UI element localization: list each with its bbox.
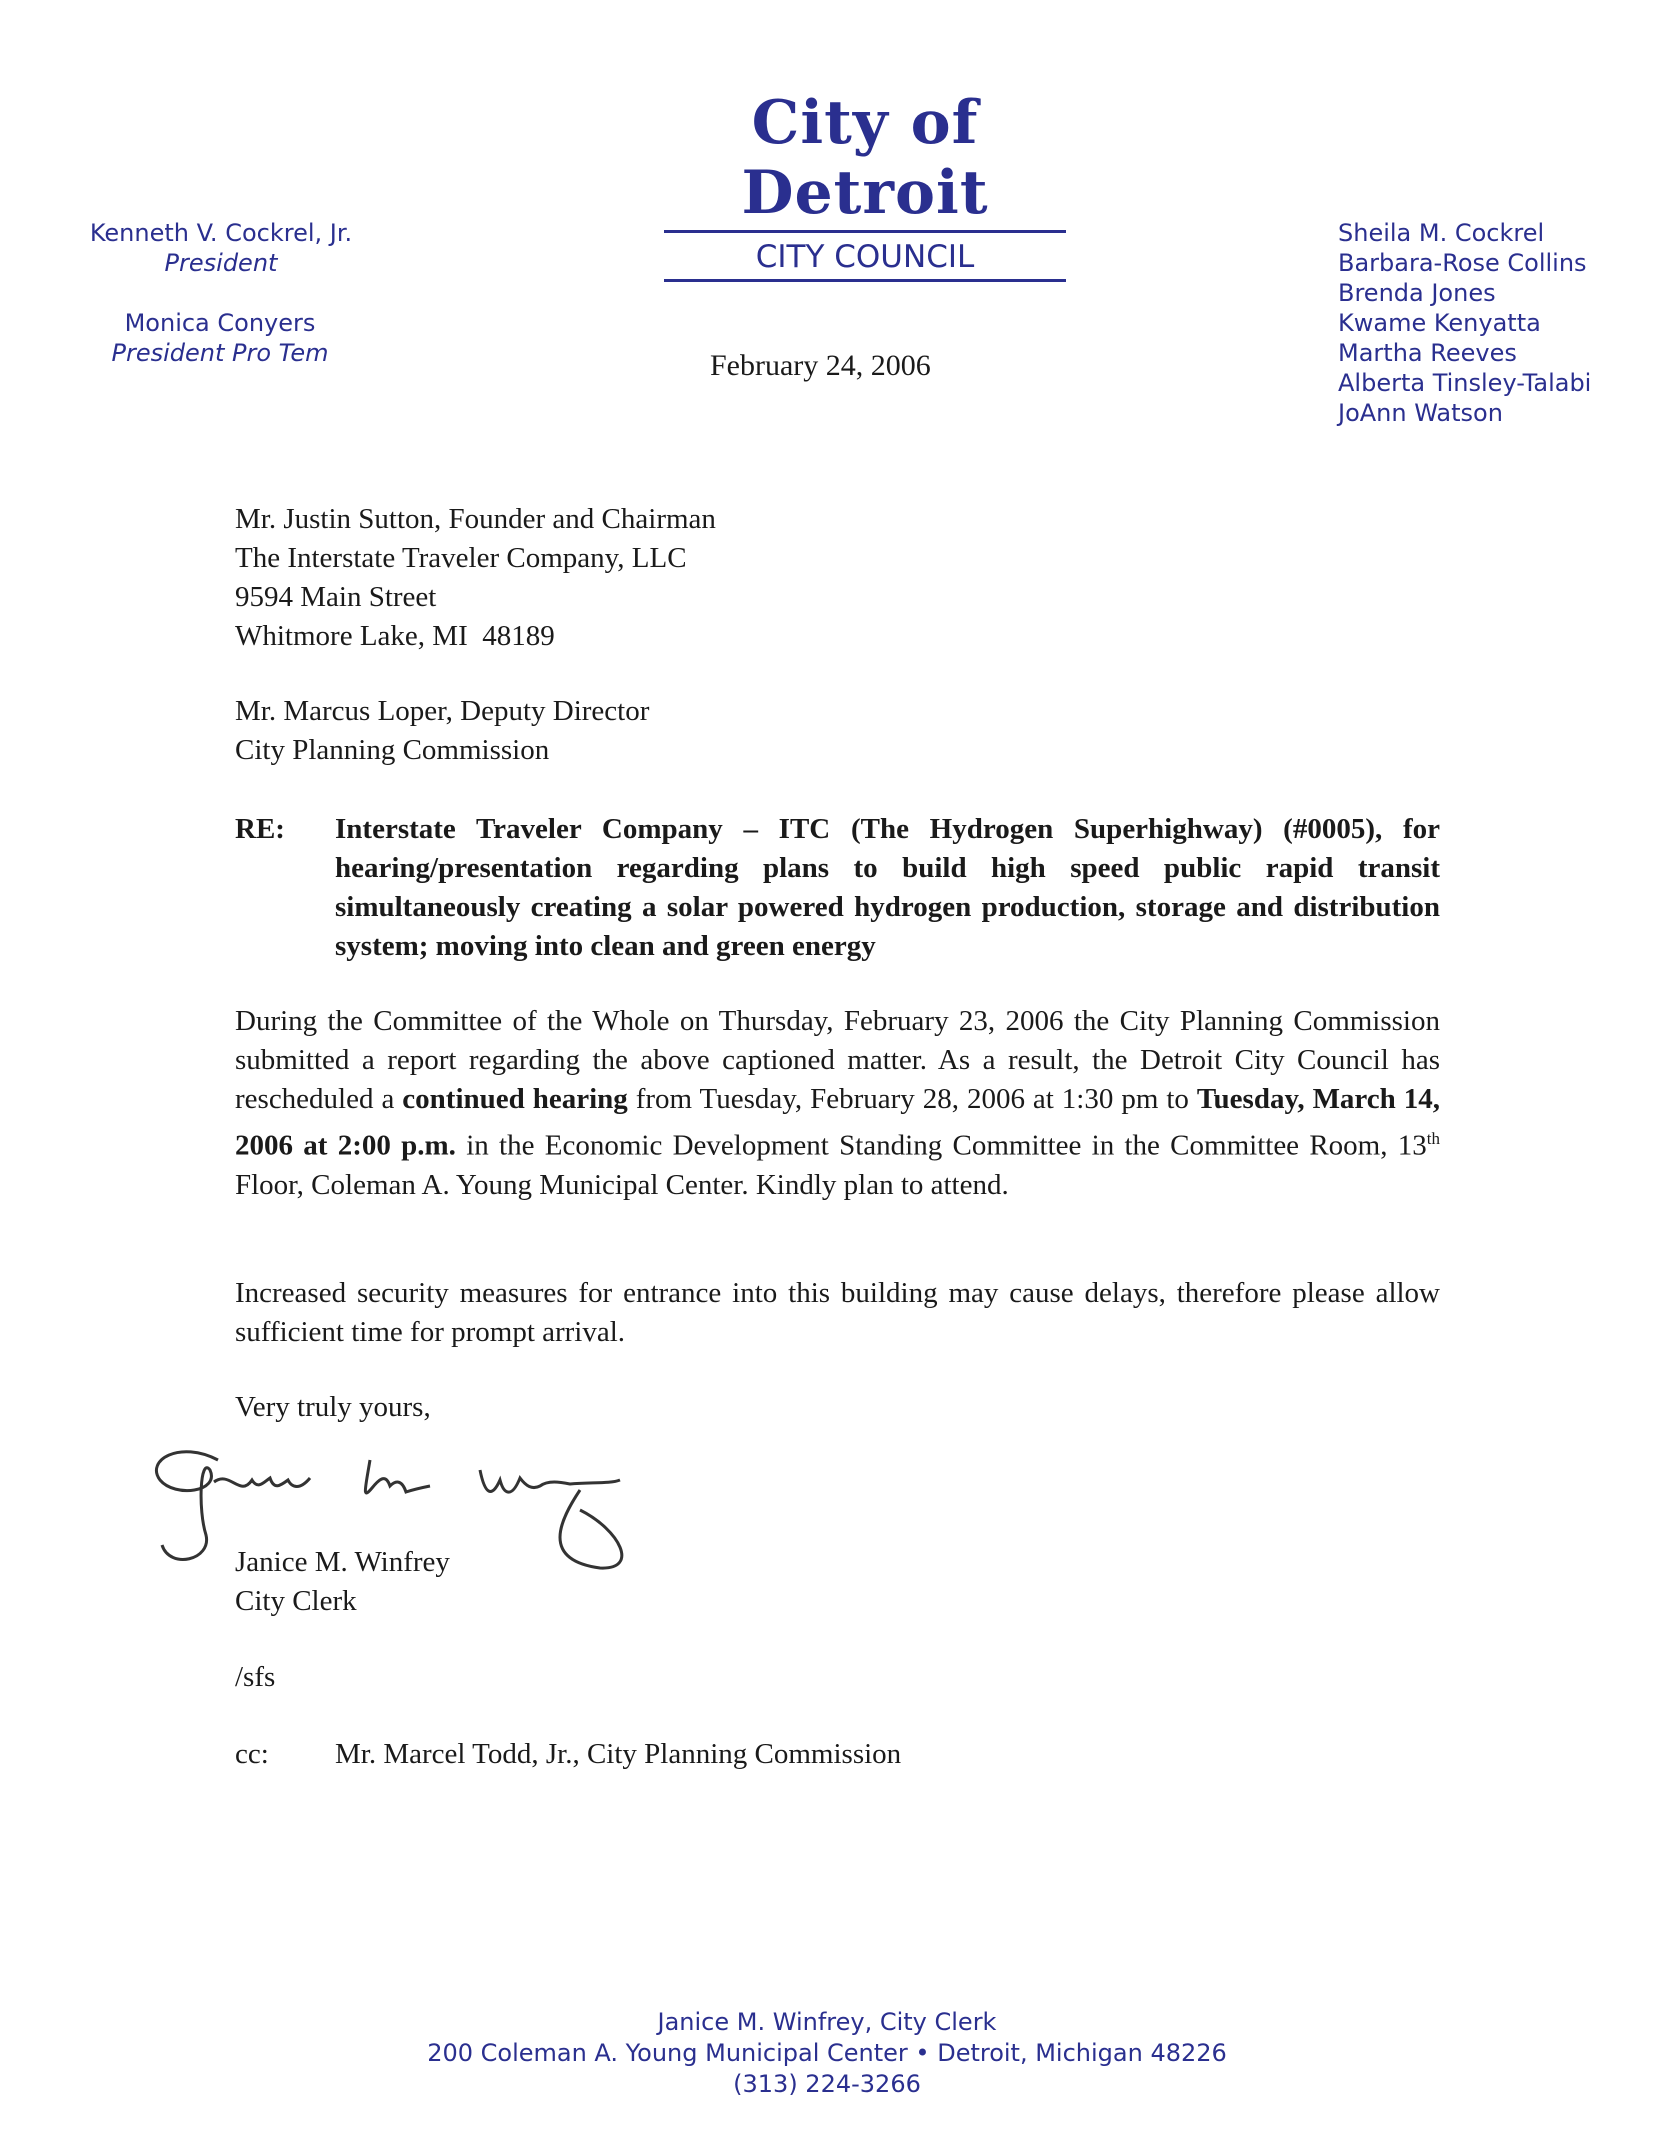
council-members — [1338, 218, 1638, 428]
body-paragraph-2: Increased security measures for entrance into this building may cause delays, therefore please allow sufficient time for prompt arrival. — [235, 1277, 1440, 1348]
address-line: The Interstate Traveler Company, LLC — [235, 542, 687, 574]
letterhead-rule-bottom — [664, 279, 1066, 282]
recipient-address-2 — [235, 692, 649, 770]
member-name: Brenda Jones — [1338, 279, 1496, 307]
president-block — [80, 218, 362, 278]
ordinal-superscript: th — [1426, 1129, 1440, 1148]
pro-tem-title: President Pro Tem — [111, 339, 329, 367]
footer-line-2: 200 Coleman A. Young Municipal Center • Detroit, Michigan 48226 — [427, 2039, 1227, 2067]
president-title: President — [164, 249, 278, 277]
body-paragraph-1 — [235, 1002, 1440, 1205]
body-text: in the Economic Development Standing Committee in the Committee Room, 13 — [455, 1129, 1427, 1162]
body-text: During the Committee of the Whole on Thursday, February 23, 2006 the City Planning Commission submitted a report regarding the above captioned matter. As a result, the Detroit City Council has rescheduled a — [235, 1005, 1440, 1115]
letterhead-rule-top — [664, 230, 1066, 233]
body-bold-text: continued hearing — [402, 1083, 628, 1115]
member-name: Alberta Tinsley-Talabi — [1338, 369, 1592, 397]
letterhead — [664, 88, 1066, 282]
signer-name: Janice M. Winfrey — [235, 1546, 450, 1578]
address-line: Mr. Justin Sutton, Founder and Chairman — [235, 503, 716, 535]
letter-date: February 24, 2006 — [710, 349, 931, 382]
signer-title: City Clerk — [235, 1585, 357, 1617]
president-name: Kenneth V. Cockrel, Jr. — [89, 219, 353, 247]
address-line: Whitmore Lake, MI 48189 — [235, 620, 555, 652]
pro-tem-block — [80, 308, 360, 368]
letterhead-subtitle: CITY COUNCIL — [755, 239, 975, 275]
address-line: 9594 Main Street — [235, 581, 437, 613]
subject-line — [235, 810, 1440, 966]
subject-label: RE: — [235, 813, 285, 845]
closing: Very truly yours, — [235, 1391, 431, 1423]
letterhead-title: City of Detroit — [741, 88, 989, 228]
body-bold-text: Tuesday, March 14, 2006 at 2:00 p.m. — [235, 1083, 1440, 1162]
signer-block — [235, 1543, 450, 1621]
footer-line-1: Janice M. Winfrey, City Clerk — [657, 2008, 997, 2036]
address-line: Mr. Marcus Loper, Deputy Director — [235, 695, 650, 727]
address-line: City Planning Commission — [235, 734, 550, 766]
cc-recipient: Mr. Marcel Todd, Jr., City Planning Commission — [335, 1738, 902, 1770]
subject-text: Interstate Traveler Company – ITC (The Hydrogen Superhighway) (#0005), for hearing/presentation regarding plans to build high speed public rapid transit simultaneously creating a solar powered hydrogen production, storage and distribution system; moving into clean and green energy — [335, 813, 1440, 962]
letterhead-footer — [0, 2007, 1654, 2100]
pro-tem-name: Monica Conyers — [124, 309, 316, 337]
member-name: Barbara-Rose Collins — [1338, 249, 1587, 277]
member-name: Martha Reeves — [1338, 339, 1517, 367]
council-officers — [80, 218, 362, 368]
cc-line — [235, 1735, 902, 1774]
member-name: Kwame Kenyatta — [1338, 309, 1541, 337]
body-text: from Tuesday, February 28, 2006 at 1:30 pm to — [627, 1083, 1197, 1115]
member-name: Sheila M. Cockrel — [1338, 219, 1545, 247]
member-name: JoAnn Watson — [1338, 399, 1503, 427]
typist-initials: /sfs — [235, 1661, 276, 1693]
footer-line-3: (313) 224-3266 — [733, 2070, 921, 2098]
recipient-address-1 — [235, 500, 716, 656]
body-text: Floor, Coleman A. Young Municipal Center. Kindly plan to attend. — [235, 1168, 1009, 1201]
cc-label: cc: — [235, 1738, 269, 1770]
